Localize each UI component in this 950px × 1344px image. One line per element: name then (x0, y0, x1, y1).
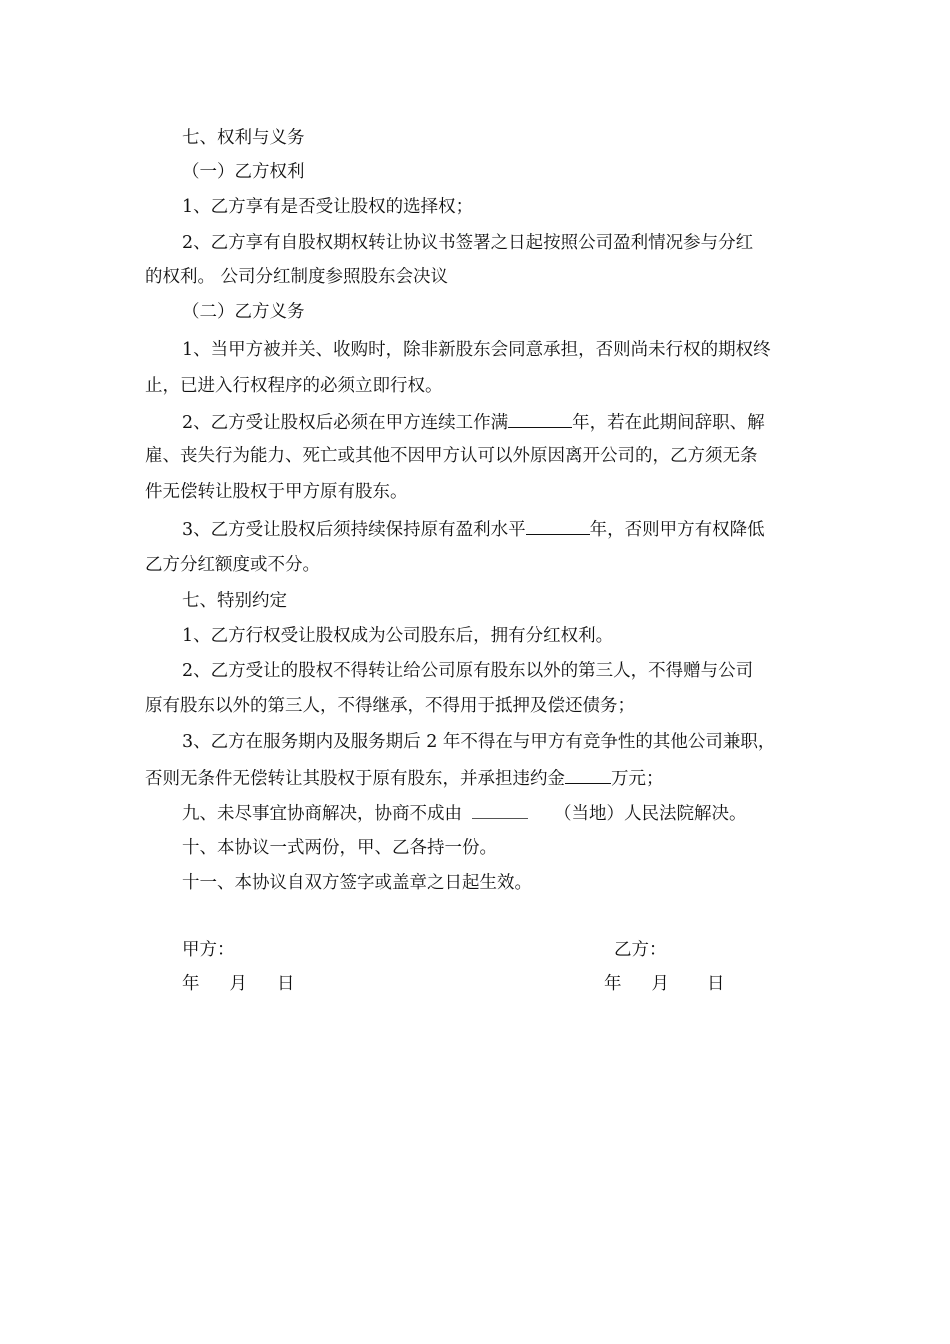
clause-10: 十、本协议一式两份，甲、乙各持一份。 (182, 838, 497, 858)
rights-item-2-line1: 2、乙方享有自股权期权转让协议书签署之日起按照公司盈利情况参与分红 (182, 233, 754, 253)
party-b-month-label: 月 (651, 974, 669, 994)
clause-11: 十一、本协议自双方签字或盖章之日起生效。 (182, 873, 532, 893)
obligation-3-line2: 乙方分红额度或不分。 (145, 555, 320, 575)
rights-item-1: 1、乙方享有是否受让股权的选择权； (182, 197, 474, 217)
party-b-day-label: 日 (707, 974, 725, 994)
obligation-3-text-start: 3、乙方受让股权后须持续保持原有盈利水平 (182, 520, 526, 540)
clause-9-text-end: （当地）人民法院解决。 (554, 804, 747, 824)
special-item-3-line2 (145, 765, 810, 791)
subsection-title-party-b-rights: （一）乙方权利 (182, 162, 305, 182)
special-3-text-end: 万元； (611, 769, 664, 789)
blank-work-years[interactable] (508, 409, 572, 428)
party-a-signature-label: 甲方： (182, 940, 235, 960)
obligation-2-line1 (182, 409, 847, 435)
special-item-2-line1: 2、乙方受让的股权不得转让给公司原有股东以外的第三人，不得赠与公司 (182, 661, 754, 681)
special-item-2-line2: 原有股东以外的第三人，不得继承，不得用于抵押及偿还债务； (145, 696, 635, 716)
section-title-special: 七、特别约定 (182, 591, 287, 611)
blank-profit-years[interactable] (526, 516, 590, 535)
clause-9-text-start: 九、未尽事宜协商解决，协商不成由 (182, 804, 462, 824)
obligation-2-line2: 雇、丧失行为能力、死亡或其他不因甲方认可以外原因离开公司的，乙方须无条 (145, 446, 758, 466)
party-a-year-label: 年 (182, 974, 200, 994)
obligation-3-line1 (182, 516, 847, 542)
obligation-1-line1: 1、当甲方被并关、收购时，除非新股东会同意承担，否则尚未行权的期权终 (182, 340, 771, 360)
party-b-year-label: 年 (604, 974, 622, 994)
subsection-title-party-b-obligations: （二）乙方义务 (182, 302, 305, 322)
special-item-3-line1: 3、乙方在服务期内及服务期后 2 年不得在与甲方有竞争性的其他公司兼职， (182, 732, 776, 752)
party-b-signature-label: 乙方： (614, 940, 667, 960)
obligation-1-line2: 止，已进入行权程序的必须立即行权。 (145, 376, 443, 396)
party-a-month-label: 月 (229, 974, 247, 994)
section-title-rights-obligations: 七、权利与义务 (182, 128, 305, 148)
obligation-2-line3: 件无偿转让股权于甲方原有股东。 (145, 482, 408, 502)
party-a-date (182, 972, 295, 996)
special-item-1: 1、乙方行权受让股权成为公司股东后，拥有分红权利。 (182, 626, 614, 646)
rights-item-2-line2: 的权利。 公司分红制度参照股东会决议 (145, 267, 449, 287)
blank-court-location[interactable] (472, 800, 528, 819)
obligation-2-text-end: 年，若在此期间辞职、解 (572, 413, 765, 433)
obligation-2-text-start: 2、乙方受让股权后必须在甲方连续工作满 (182, 413, 509, 433)
special-3-text-start: 否则无条件无偿转让其股权于原有股东，并承担违约金 (145, 769, 565, 789)
party-b-date (604, 972, 725, 996)
blank-penalty-amount[interactable] (565, 765, 611, 784)
obligation-3-text-end: 年，否则甲方有权降低 (589, 520, 765, 540)
party-a-day-label: 日 (277, 974, 295, 994)
clause-9 (182, 800, 847, 826)
